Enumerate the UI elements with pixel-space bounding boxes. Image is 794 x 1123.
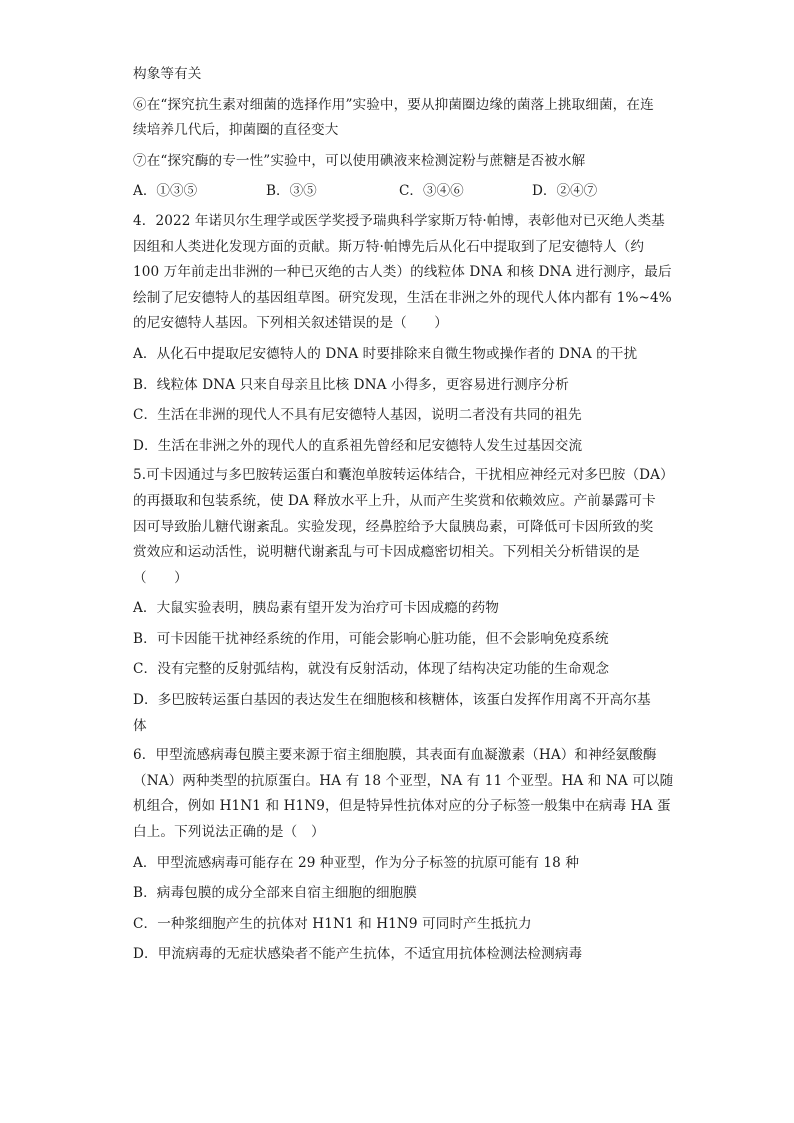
q5-option-c: C．没有完整的反射弧结构，就没有反射活动，体现了结构决定功能的生命观念 bbox=[133, 661, 610, 678]
q3-option-b: B．③⑤ bbox=[266, 183, 317, 200]
q3-options bbox=[133, 179, 665, 205]
q4-option-c: C．生活在非洲的现代人不具有尼安德特人基因，说明二者没有共同的祖先 bbox=[133, 407, 582, 424]
question-4 bbox=[133, 209, 672, 459]
q4-option-d: D．生活在非洲之外的现代人的直系祖先曾经和尼安德特人发生过基因交流 bbox=[133, 437, 583, 454]
question-5 bbox=[133, 463, 674, 739]
q6-stem-line: 机组合，例如 H1N1 和 H1N9，但是特异性抗体对应的分子标签一般集中在病毒 HA 蛋 bbox=[133, 798, 671, 815]
q6-option-d: D．甲流病毒的无症状感染者不能产生抗体，不适宜用抗体检测法检测病毒 bbox=[133, 946, 583, 963]
q5-option-a: A．大鼠实验表明，胰岛素有望开发为治疗可卡因成瘾的药物 bbox=[133, 600, 499, 617]
q5-stem-line: 因可导致胎儿糖代谢紊乱。实验发现，经鼻腔给予大鼠胰岛素，可降低可卡因所致的奖 bbox=[133, 518, 654, 535]
q6-stem-line: 白上。下列说法正确的是（ ） bbox=[133, 824, 325, 841]
q4-stem-line: 的尼安德特人基因。下列相关叙述错误的是（ ） bbox=[133, 315, 448, 332]
text-line: 构象等有关 bbox=[133, 66, 202, 82]
q5-stem-line: 5.可卡因通过与多巴胺转运蛋白和囊泡单胺转运体结合，干扰相应神经元对多巴胺（DA） bbox=[133, 467, 674, 484]
q6-stem-line: 6．甲型流感病毒包膜主要来源于宿主细胞膜，其表面有血凝激素（HA）和神经氨酸酶 bbox=[133, 747, 657, 764]
exam-page bbox=[133, 62, 674, 968]
text-line: ⑥在“探究抗生素对细菌的选择作用”实验中，要从抑菌圈边缘的菌落上挑取细菌，在连 bbox=[133, 96, 654, 113]
q4-stem-line: 因组和人类进化发现方面的贡献。斯万特·帕博先后从化石中提取到了尼安德特人（约 bbox=[133, 238, 645, 255]
q6-option-a: A．甲型流感病毒可能存在 29 种亚型，作为分子标签的抗原可能有 18 种 bbox=[133, 854, 580, 871]
q4-stem-line: 4．2022 年诺贝尔生理学或医学奖授予瑞典科学家斯万特·帕博，表彰他对已灭绝人类基 bbox=[133, 212, 665, 229]
q6-stem-line: （NA）两种类型的抗原蛋白。HA 有 18 个亚型，NA 有 11 个亚型。HA 和 NA 可以随 bbox=[133, 772, 674, 789]
q3-option-a: A．①③⑤ bbox=[133, 183, 198, 200]
q5-option-d: D．多巴胺转运蛋白基因的表达发生在细胞核和核糖体，该蛋白发挥作用离不开高尔基 bbox=[133, 692, 651, 709]
text-line: ⑦在“探究酶的专一性”实验中，可以使用碘液来检测淀粉与蔗糖是否被水解 bbox=[133, 152, 586, 169]
q5-stem-line: 赏效应和运动活性，说明糖代谢紊乱与可卡因成瘾密切相关。下列相关分析错误的是 bbox=[133, 544, 640, 561]
q5-stem-line: 的再摄取和包装系统，使 DA 释放水平上升，从而产生奖赏和依赖效应。产前暴露可卡 bbox=[133, 492, 656, 509]
q6-option-b: B．病毒包膜的成分全部来自宿主细胞的细胞膜 bbox=[133, 885, 417, 902]
q3-option-c: C．③④⑥ bbox=[399, 183, 464, 200]
q3-option-d: D．②④⑦ bbox=[532, 183, 598, 200]
q5-option-b: B．可卡因能干扰神经系统的作用，可能会影响心脏功能，但不会影响免疫系统 bbox=[133, 630, 609, 647]
q6-option-c: C．一种浆细胞产生的抗体对 H1N1 和 H1N9 可同时产生抵抗力 bbox=[133, 915, 532, 932]
text-line: 续培养几代后，抑菌圈的直径变大 bbox=[133, 122, 339, 139]
q4-stem-line: 100 万年前走出非洲的一种已灭绝的古人类）的线粒体 DNA 和核 DNA 进行测序，最后 bbox=[133, 264, 672, 281]
q4-option-a: A．从化石中提取尼安德特人的 DNA 时要排除来自微生物或操作者的 DNA 的干扰 bbox=[133, 345, 638, 362]
q4-stem-line: 绘制了尼安德特人的基因组草图。研究发现，生活在非洲之外的现代人体内都有 1%~4% bbox=[133, 289, 672, 306]
q5-option-d-cont: 体 bbox=[133, 717, 147, 734]
q5-stem-line: （ ） bbox=[133, 569, 188, 586]
question-6 bbox=[133, 743, 674, 968]
q4-option-b: B．线粒体 DNA 只来自母亲且比核 DNA 小得多，更容易进行测序分析 bbox=[133, 376, 569, 393]
